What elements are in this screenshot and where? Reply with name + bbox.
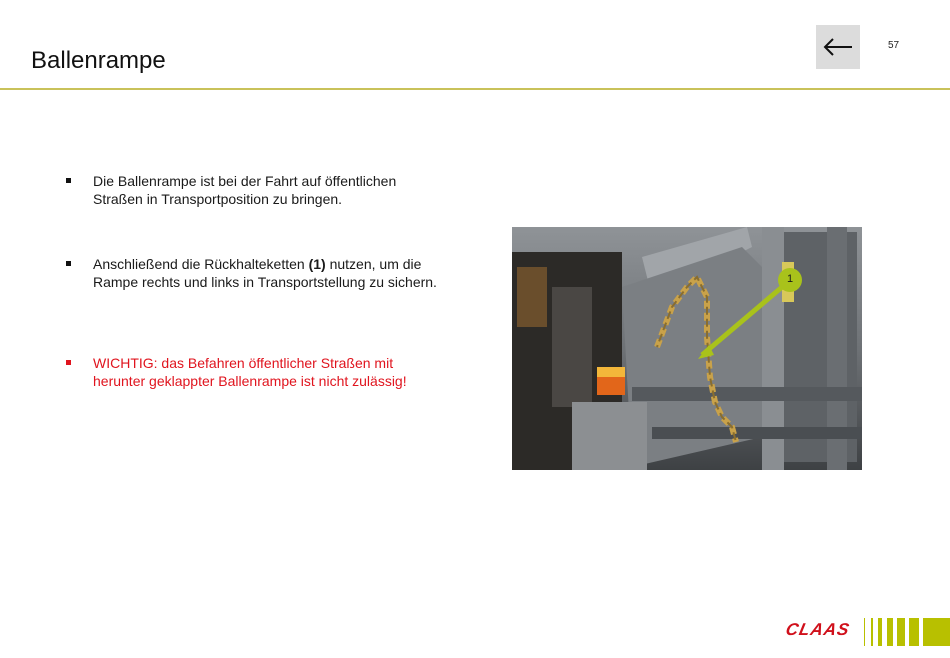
bullet-marker	[66, 360, 71, 365]
ramp-chain-photo	[512, 227, 862, 470]
bullet-text: Anschließend die Rückhalteketten (1) nutzen, um die Rampe rechts und links in Transportstellung zu sichern.	[93, 256, 437, 290]
callout-reference: (1)	[308, 256, 326, 272]
claas-wordmark: CLAAS	[784, 620, 852, 639]
page-number: 57	[888, 40, 900, 51]
back-button[interactable]	[816, 25, 860, 69]
bullet-marker	[66, 178, 71, 183]
arrow-left-icon	[822, 35, 854, 59]
callout-label: 1	[786, 273, 794, 285]
header-divider	[0, 88, 950, 90]
page-title: Ballenrampe	[31, 47, 166, 74]
bullet-marker	[66, 261, 71, 266]
warning-text: WICHTIG: das Befahren öffentlicher Straßen mit herunter geklappter Ballenrampe ist nicht zulässig!	[93, 355, 407, 389]
claas-logo	[786, 618, 950, 646]
bullet-text: Die Ballenrampe ist bei der Fahrt auf öffentlichen Straßen in Transportposition zu bringen.	[93, 173, 397, 207]
